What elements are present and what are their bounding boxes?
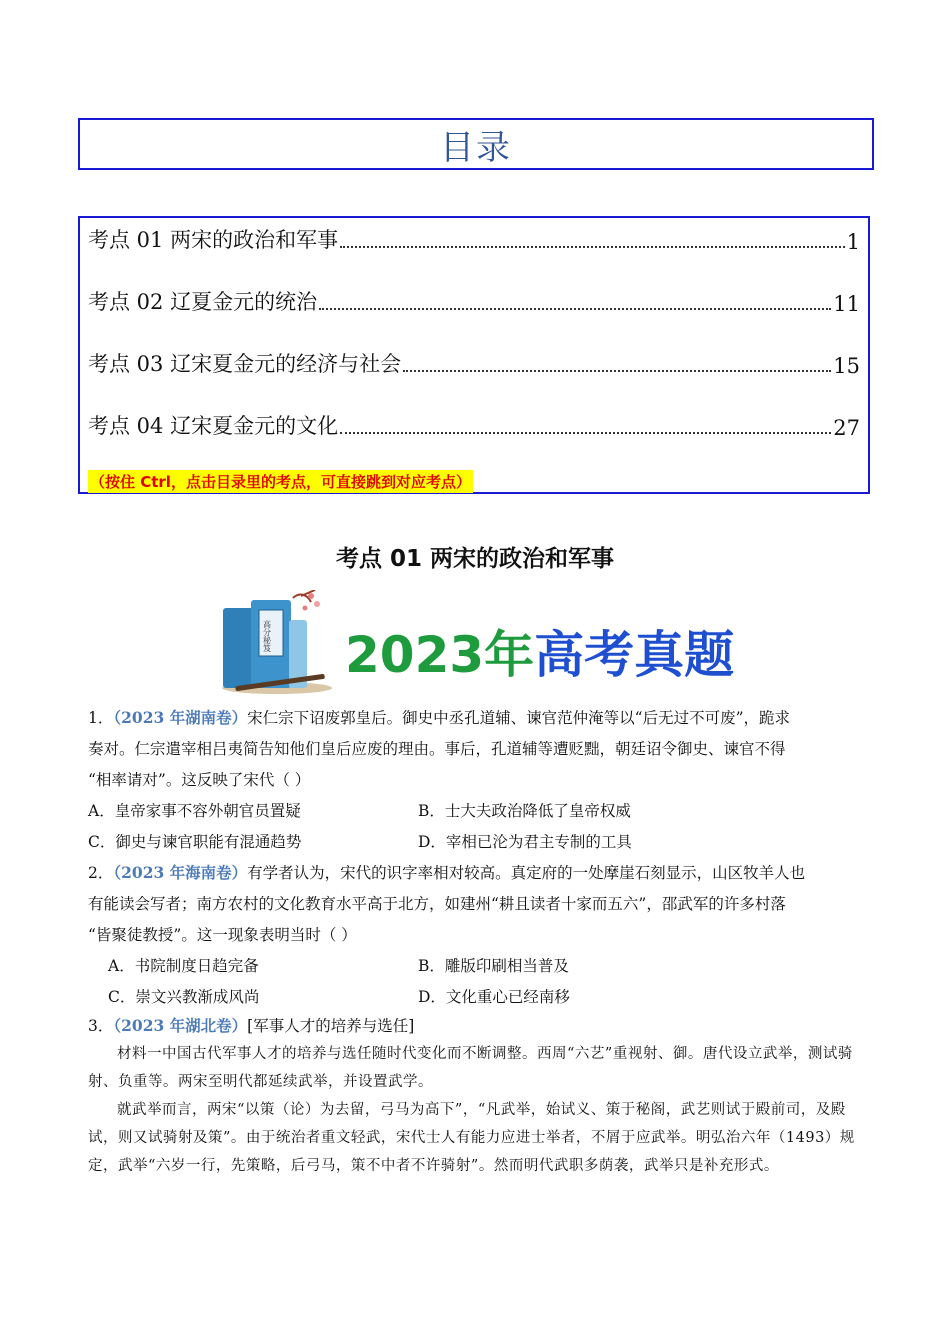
toc-page: 15 — [833, 354, 860, 378]
question-text: “相率请对”。这反映了宋代（ ） — [88, 771, 311, 789]
question-number: 2． — [88, 864, 114, 882]
question-1 — [88, 706, 863, 728]
question-number: 3． — [88, 1017, 114, 1035]
question-text: “皆聚徒教授”。这一现象表明当时（ ） — [88, 926, 357, 944]
toc-leader — [319, 308, 831, 310]
question-text: 宋仁宗下诏废郭皇后。御史中丞孔道辅、谏官范仲淹等以“后无过不可废”，跪求 — [247, 709, 791, 727]
toc-title-box — [78, 118, 874, 170]
question-text: 有学者认为，宋代的识字率相对较高。真定府的一处摩崖石刻显示，山区牧羊人也 — [247, 864, 806, 882]
question-number: 1． — [88, 709, 114, 727]
section-title: 考点 01 两宋的政治和军事 — [335, 546, 615, 572]
question-source: （2023 年海南卷） — [113, 863, 248, 882]
question-source: （2023 年湖南卷） — [113, 708, 248, 727]
toc-leader — [340, 246, 845, 248]
toc-box — [78, 216, 870, 494]
banner-heading — [345, 615, 734, 687]
toc-label: 考点 01 两宋的政治和军事 — [88, 228, 339, 252]
option-a[interactable]: A．书院制度日趋完备 — [108, 957, 259, 975]
option-c[interactable]: C．御史与谏官职能有混通趋势 — [88, 833, 302, 851]
book-label: 高分秘笈 — [262, 620, 272, 652]
question-text: 有能读会写者；南方农村的文化教育水平高于北方，如建州“耕且读者十家而五六”，邵武军的许多村落 — [88, 895, 786, 913]
banner-text: 高考真题 — [534, 626, 735, 684]
toc-leader — [340, 432, 831, 434]
option-c[interactable]: C．崇文兴教渐成风尚 — [108, 988, 260, 1006]
toc-label: 考点 04 辽宋夏金元的文化 — [88, 414, 339, 438]
option-b[interactable]: B．士大夫政治降低了皇帝权威 — [418, 802, 631, 820]
option-d[interactable]: D．文化重心已经南移 — [418, 988, 570, 1006]
question-2 — [88, 861, 863, 883]
question-3 — [88, 1014, 863, 1036]
toc-page: 11 — [833, 292, 860, 316]
toc-link-4[interactable] — [88, 410, 860, 440]
toc-link-1[interactable] — [88, 224, 860, 254]
toc-link-2[interactable] — [88, 286, 860, 316]
option-a[interactable]: A．皇帝家事不容外朝官员置疑 — [88, 802, 301, 820]
toc-label: 考点 03 辽宋夏金元的经济与社会 — [88, 352, 402, 376]
question-source: （2023 年湖北卷） — [113, 1016, 248, 1035]
material-paragraph-1: 材料一中国古代军事人才的培养与选任随时代变化而不断调整。西周“六艺”重视射、御。唐代设立武举，测试骑射、负重等。两宋至明代都延续武举，并设置武学。 — [88, 1046, 853, 1090]
toc-label: 考点 02 辽夏金元的统治 — [88, 290, 318, 314]
question-text: [军事人才的培养与选任] — [247, 1017, 415, 1035]
question-text: 奏对。仁宗遣宰相吕夷简告知他们皇后应废的理由。事后，孔道辅等遭贬黜，朝廷诏令御史、谏官不得 — [88, 740, 786, 758]
toc-page: 27 — [833, 416, 860, 440]
toc-leader — [403, 370, 831, 372]
toc-title: 目录 — [440, 127, 512, 168]
toc-link-3[interactable] — [88, 348, 860, 378]
option-d[interactable]: D．宰相已沦为君主专制的工具 — [418, 833, 632, 851]
option-b[interactable]: B．雕版印刷相当普及 — [418, 957, 569, 975]
toc-hint: （按住 Ctrl，点击目录里的考点，可直接跳到对应考点） — [88, 470, 473, 493]
material-paragraph-2: 就武举而言，两宋“以策（论）为去留，弓马为高下”，“凡武举，始试义、策于秘阁，武艺则试于殿前司，及殿试，则又试骑射及策”。由于统治者重文轻武，宋代士人有能力应进士举者，不屑于应武举。明弘治六年（1493）规定，武举“六岁一行，先策略，后弓马，策不中者不许骑射”。然而明代武职多荫袭，武举只是补充形式。 — [88, 1102, 855, 1174]
banner-year: 2023年 — [345, 626, 535, 684]
toc-page: 1 — [846, 230, 860, 254]
